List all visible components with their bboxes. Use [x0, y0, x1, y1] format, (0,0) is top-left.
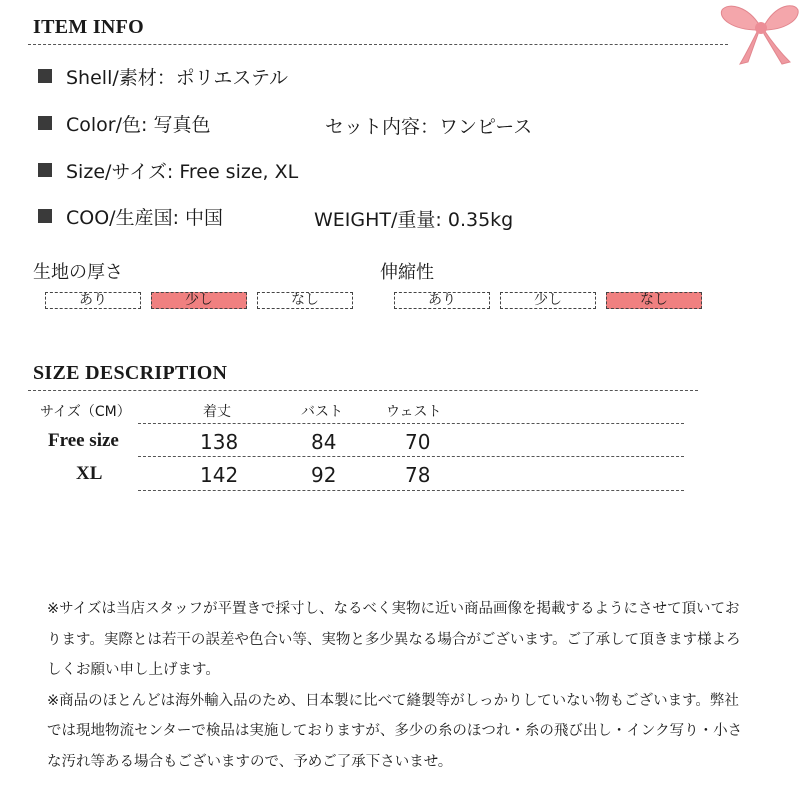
thickness-option-nashi: なし — [257, 292, 353, 309]
row-name-free-size: Free size — [48, 430, 119, 451]
coo-text: COO/生産国: 中国 — [66, 206, 224, 229]
bullet-square-icon — [38, 209, 52, 223]
cell-free-length: 138 — [200, 430, 239, 454]
size-description-divider — [28, 390, 698, 391]
size-description-heading: SIZE DESCRIPTION — [33, 362, 228, 384]
info-row-color — [38, 108, 210, 138]
item-info-heading: ITEM INFO — [33, 16, 145, 38]
table-row-divider — [138, 456, 684, 457]
thickness-option-sukoshi: 少し — [151, 292, 247, 309]
header-length: 着丈 — [203, 404, 231, 420]
info-row-shell — [38, 61, 288, 91]
item-info-divider — [28, 44, 728, 45]
cell-free-bust: 84 — [311, 430, 337, 454]
cell-free-waist: 70 — [405, 430, 431, 454]
cell-xl-waist: 78 — [405, 463, 431, 487]
set-content-text: セット内容：ワンピース — [325, 116, 533, 138]
note-size-disclaimer: ※サイズは当店スタッフが平置きで採寸し、なるべく実物に近い商品画像を掲載するようにさせて頂いております。実際とは若干の誤差や色合い等、実物と多少異なる場合がございます。ご了承して頂きます様よろしくお願い申し上げます。 — [47, 601, 741, 678]
thickness-label: 生地の厚さ — [33, 262, 123, 283]
size-text: Size/サイズ: Free size, XL — [66, 160, 299, 183]
color-text: Color/色: 写真色 — [66, 113, 211, 136]
thickness-option-ari: あり — [45, 292, 141, 309]
table-bottom-divider — [138, 490, 684, 491]
header-size-cm: サイズ（CM） — [40, 404, 131, 420]
table-header-divider — [138, 423, 684, 424]
cell-xl-length: 142 — [200, 463, 239, 487]
cell-xl-bust: 92 — [311, 463, 337, 487]
row-name-xl: XL — [76, 463, 103, 484]
info-row-size — [38, 155, 298, 185]
header-waist: ウェスト — [386, 404, 442, 420]
ribbon-bow-icon — [718, 0, 800, 68]
stretch-label: 伸縮性 — [380, 262, 434, 283]
info-row-coo — [38, 201, 223, 231]
stretch-option-sukoshi: 少し — [500, 292, 596, 309]
bullet-square-icon — [38, 69, 52, 83]
note-import-disclaimer: ※商品のほとんどは海外輸入品のため、日本製に比べて縫製等がしっかりしていない物もございます。弊社では現地物流センターで検品は実施しておりますが、多少の糸のほつれ・糸の飛び出し・インク写り・小さな汚れ等ある場合もございますので、予めご了承下さいませ。 — [47, 692, 743, 770]
bullet-square-icon — [38, 116, 52, 130]
bullet-square-icon — [38, 163, 52, 177]
notes-block — [47, 594, 747, 777]
shell-text: Shell/素材：ポリエステル — [66, 66, 289, 89]
header-bust: バスト — [301, 404, 343, 420]
stretch-option-ari: あり — [394, 292, 490, 309]
stretch-option-nashi: なし — [606, 292, 702, 309]
weight-text: WEIGHT/重量: 0.35kg — [314, 209, 514, 231]
